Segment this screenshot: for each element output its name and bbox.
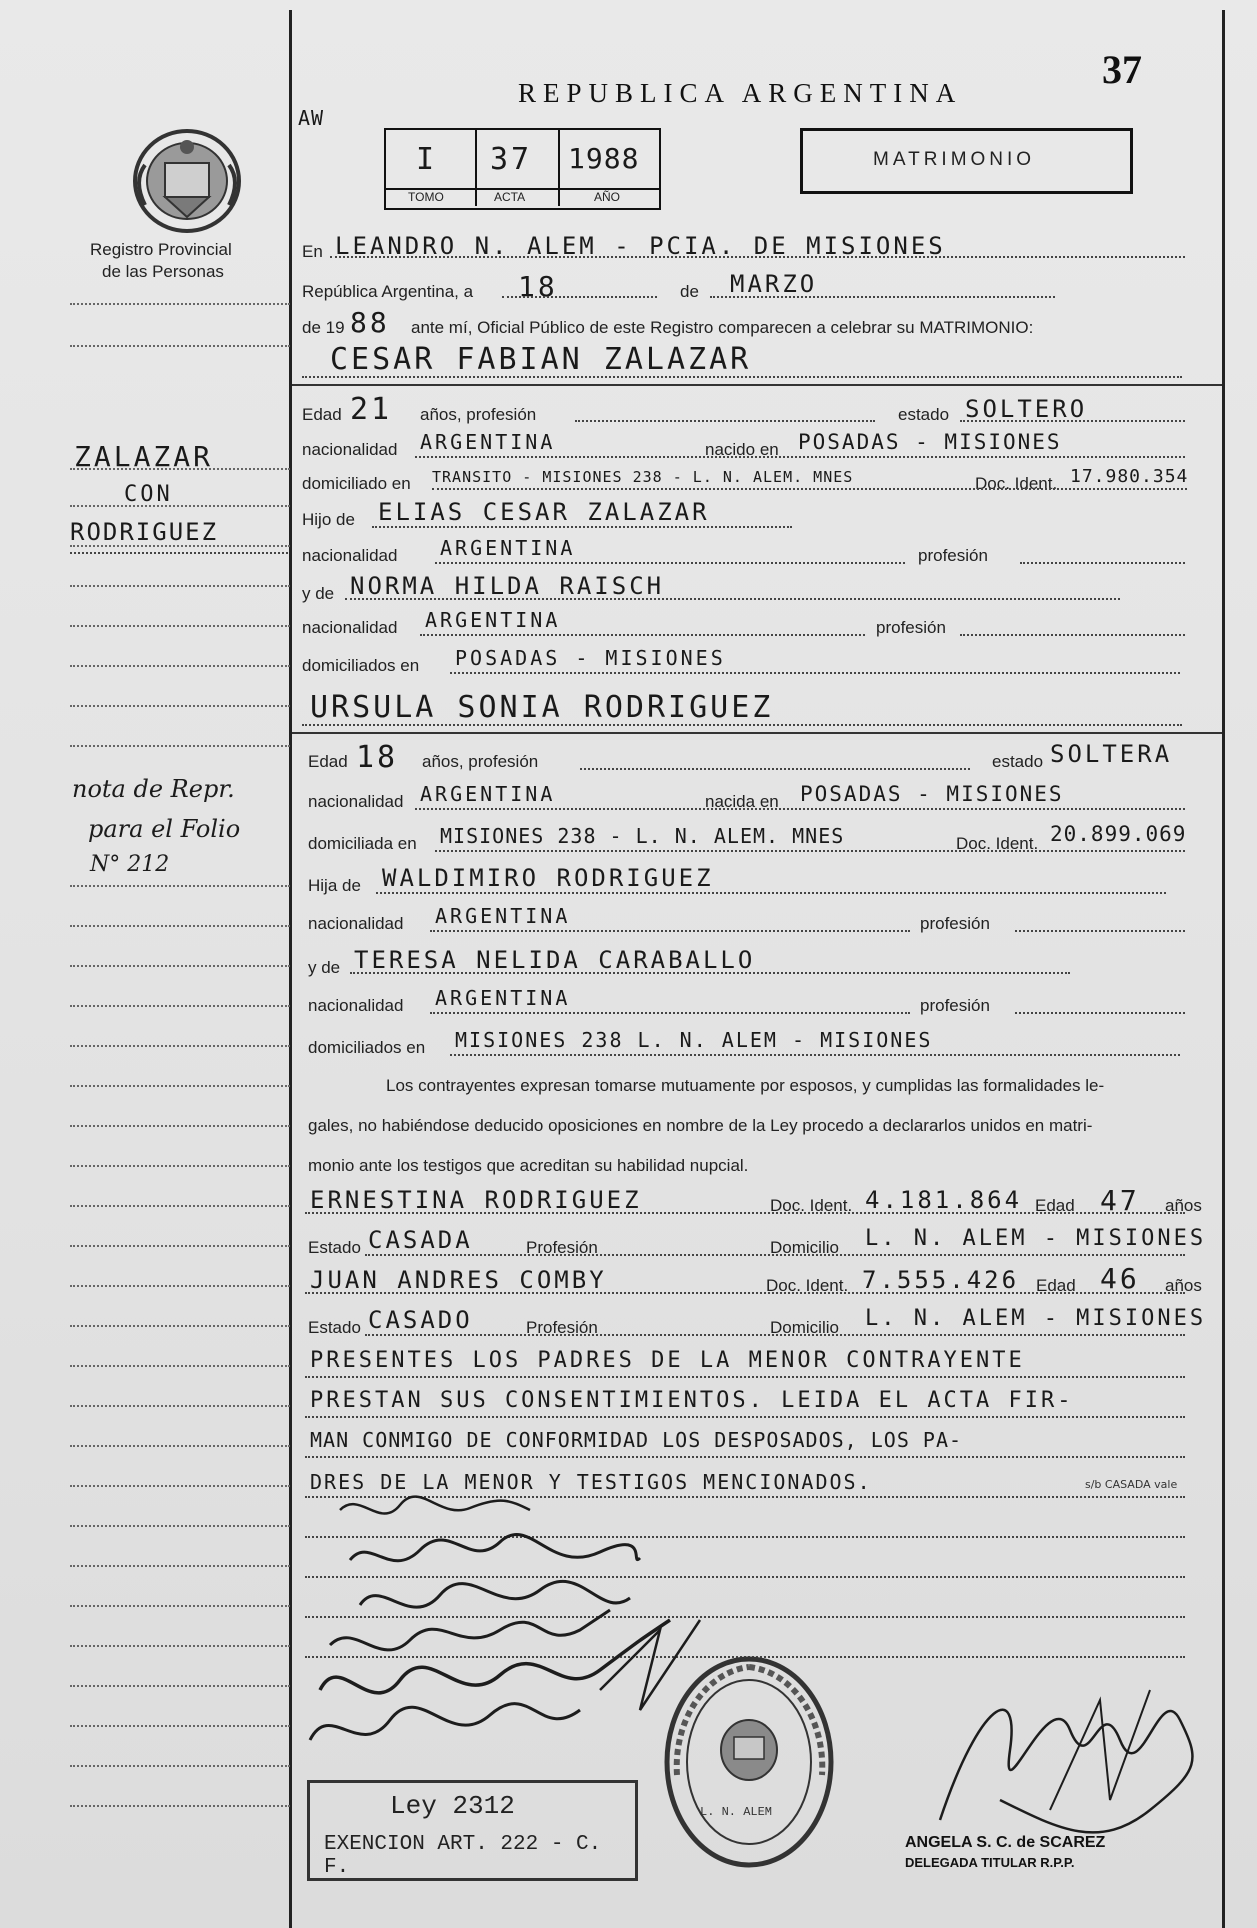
groom-father-profesion-label: profesión [918, 546, 988, 565]
witness-1-age: 47 [1100, 1184, 1140, 1217]
seal-place: L. N. ALEM [700, 1805, 773, 1819]
groom-name: CESAR FABIAN ZALAZAR [330, 342, 752, 377]
act-type-box [800, 128, 1133, 194]
bride-father-nationality: ARGENTINA [435, 904, 571, 928]
bride-estado-label: estado [992, 752, 1044, 771]
groom-birthplace: POSADAS - MISIONES [798, 430, 1062, 454]
provincial-coat-of-arms-icon [125, 125, 250, 235]
bride-mother-nationality: ARGENTINA [435, 986, 571, 1010]
observation-line-1: PRESENTES LOS PADRES DE LA MENOR CONTRAYENTE [310, 1348, 1025, 1373]
bride-hija-label: Hija de [308, 876, 361, 895]
margin-note-line3: N° 212 [90, 852, 170, 877]
witness-1-profesion-label: Profesión [526, 1238, 598, 1257]
anio-value: 1988 [568, 142, 640, 175]
intro-statement: ante mí, Oficial Público de este Registro comparecen a celebrar su MATRIMONIO: [411, 318, 1034, 337]
official-title: DELEGADA TITULAR R.P.P. [905, 1855, 1075, 1870]
witness-2-profesion-label: Profesión [526, 1318, 598, 1337]
tomo-acta-anio-box [384, 128, 661, 210]
anio-label: AÑO [594, 190, 621, 204]
bride-birthplace: POSADAS - MISIONES [800, 782, 1064, 806]
groom-doc: 17.980.354 [1070, 466, 1189, 487]
margin-note-line2: para el Folio [88, 815, 241, 843]
witness-2-name: JUAN ANDRES COMBY [310, 1266, 607, 1294]
registry-seal-icon [662, 1655, 837, 1870]
groom-father-nationality: ARGENTINA [440, 536, 576, 560]
marriage-day: 18 [518, 270, 558, 303]
bride-father-profesion-label: profesión [920, 914, 990, 933]
en-label: En [302, 242, 323, 261]
bride-mother-profesion-label: profesión [920, 996, 990, 1015]
groom-nationality: ARGENTINA [420, 430, 556, 454]
official-signature [900, 1660, 1220, 1840]
tomo-value: I [416, 142, 438, 177]
witness-2-estado-label: Estado [308, 1318, 361, 1337]
groom-mother-nationality: ARGENTINA [425, 608, 561, 632]
witness-2-age: 46 [1100, 1262, 1140, 1295]
declaration-line-1: Los contrayentes expresan tomarse mutuamente por esposos, y cumplidas las formalidades le- [386, 1076, 1105, 1095]
bride-estado: SOLTERA [1050, 740, 1173, 768]
observation-line-4: DRES DE LA MENOR Y TESTIGOS MENCIONADOS. [310, 1470, 872, 1494]
bride-domiciliados-label: domiciliados en [308, 1038, 426, 1057]
groom-domiciliados-label: domiciliados en [302, 656, 420, 675]
margin-note-line1: nota de Repr. [72, 775, 235, 803]
declaration-line-3: monio ante los testigos que acreditan su habilidad nupcial. [308, 1156, 749, 1175]
ley-exemption-stamp [307, 1780, 638, 1881]
margin-name-1: ZALAZAR [74, 440, 214, 473]
stamp-ley-line1: Ley 2312 [390, 1791, 515, 1821]
witness-2-domicile: L. N. ALEM - MISIONES [865, 1306, 1207, 1331]
bride-mother: TERESA NELIDA CARABALLO [354, 946, 756, 974]
witness-2-doc: 7.555.426 [862, 1266, 1020, 1294]
groom-profesion-label: años, profesión [420, 405, 537, 424]
official-name: ANGELA S. C. de SCAREZ [905, 1834, 1106, 1851]
groom-mother: NORMA HILDA RAISCH [350, 572, 665, 600]
witness-1-domicile: L. N. ALEM - MISIONES [865, 1226, 1207, 1251]
bride-doc: 20.899.069 [1050, 822, 1187, 846]
initials: AW [298, 106, 325, 130]
witness-1-doc: 4.181.864 [865, 1186, 1023, 1214]
witness-2-domicilio-label: Domicilio [770, 1318, 839, 1337]
bride-nacida-label: nacida en [705, 792, 779, 811]
groom-mother-profesion-label: profesión [876, 618, 946, 637]
witness-2-estado: CASADO [368, 1306, 473, 1334]
bride-doc-label: Doc. Ident. [956, 834, 1039, 853]
witness-1-anos-label: años [1165, 1196, 1202, 1215]
witness-1-estado-label: Estado [308, 1238, 361, 1257]
groom-parents-domicile: POSADAS - MISIONES [455, 646, 726, 670]
groom-edad-label: Edad [302, 405, 342, 424]
bride-domicile: MISIONES 238 - L. N. ALEM. MNES [440, 824, 845, 848]
groom-mother-nac-label: nacionalidad [302, 618, 398, 637]
witness-1-doc-label: Doc. Ident. [770, 1196, 853, 1215]
page-number: 37 [1102, 47, 1142, 92]
declaration-line-2: gales, no habiéndose deducido oposiciones en nombre de la Ley procedo a declararlos unidos en matri- [308, 1116, 1093, 1135]
witness-1-domicilio-label: Domicilio [770, 1238, 839, 1257]
groom-hijo-label: Hijo de [302, 510, 355, 529]
observation-line-3: MAN CONMIGO DE CONFORMIDAD LOS DESPOSADOS, LOS PA- [310, 1428, 963, 1452]
witness-2-anos-label: años [1165, 1276, 1202, 1295]
groom-father: ELIAS CESAR ZALAZAR [378, 498, 710, 526]
bride-nacionalidad-label: nacionalidad [308, 792, 404, 811]
bride-mother-nac-label: nacionalidad [308, 996, 404, 1015]
witness-2-edad-label: Edad [1036, 1276, 1076, 1295]
groom-y-de-label: y de [302, 584, 335, 603]
acta-value: 37 [490, 142, 533, 177]
observation-correction-note: s/b CASADA vale [1085, 1478, 1178, 1491]
tomo-label: TOMO [408, 190, 444, 204]
bride-y-de-label: y de [308, 958, 341, 977]
bride-father: WALDIMIRO RODRIGUEZ [382, 864, 714, 892]
witness-2-doc-label: Doc. Ident. [766, 1276, 849, 1295]
observation-line-2: PRESTAN SUS CONSENTIMIENTOS. LEIDA EL ACTA FIR- [310, 1388, 1074, 1413]
witness-1-estado: CASADA [368, 1226, 473, 1254]
margin-divider [289, 10, 292, 1928]
act-type: MATRIMONIO [873, 149, 1036, 170]
groom-domicilio-label: domiciliado en [302, 474, 411, 493]
groom-doc-label: Doc. Ident. [975, 474, 1058, 493]
groom-nacido-label: nacido en [705, 440, 779, 459]
groom-estado-label: estado [898, 405, 950, 424]
margin-name-2: RODRIGUEZ [70, 518, 219, 546]
acta-label: ACTA [494, 190, 526, 204]
groom-age: 21 [350, 392, 393, 427]
year-prefix-label: de 19 [302, 318, 345, 337]
country-title: REPUBLICA ARGENTINA [518, 78, 963, 108]
stamp-ley-line2: EXENCION ART. 222 - C. F. [324, 1833, 602, 1879]
right-border [1222, 10, 1225, 1928]
bride-parents-domicile: MISIONES 238 L. N. ALEM - MISIONES [455, 1028, 933, 1052]
groom-domicile: TRANSITO - MISIONES 238 - L. N. ALEM. MNES [432, 468, 854, 486]
groom-father-nac-label: nacionalidad [302, 546, 398, 565]
marriage-month: MARZO [730, 270, 818, 298]
marriage-place: LEANDRO N. ALEM - PCIA. DE MISIONES [335, 232, 946, 260]
bride-profesion-label: años, profesión [422, 752, 539, 771]
bride-domicilio-label: domiciliada en [308, 834, 417, 853]
witness-1-edad-label: Edad [1035, 1196, 1075, 1215]
bride-edad-label: Edad [308, 752, 348, 771]
bride-name: URSULA SONIA RODRIGUEZ [310, 690, 774, 725]
bride-age: 18 [356, 740, 399, 775]
bride-nationality: ARGENTINA [420, 782, 556, 806]
registry-line1: Registro Provincial [90, 240, 232, 259]
marriage-year: 88 [350, 306, 390, 339]
witness-1-name: ERNESTINA RODRIGUEZ [310, 1186, 642, 1214]
groom-estado: SOLTERO [965, 395, 1088, 423]
groom-nacionalidad-label: nacionalidad [302, 440, 398, 459]
bride-father-nac-label: nacionalidad [308, 914, 404, 933]
republica-label: República Argentina, a [302, 282, 474, 301]
de-label: de [680, 282, 699, 301]
margin-name-connector: CON [124, 482, 173, 507]
registry-line2: de las Personas [102, 262, 224, 281]
